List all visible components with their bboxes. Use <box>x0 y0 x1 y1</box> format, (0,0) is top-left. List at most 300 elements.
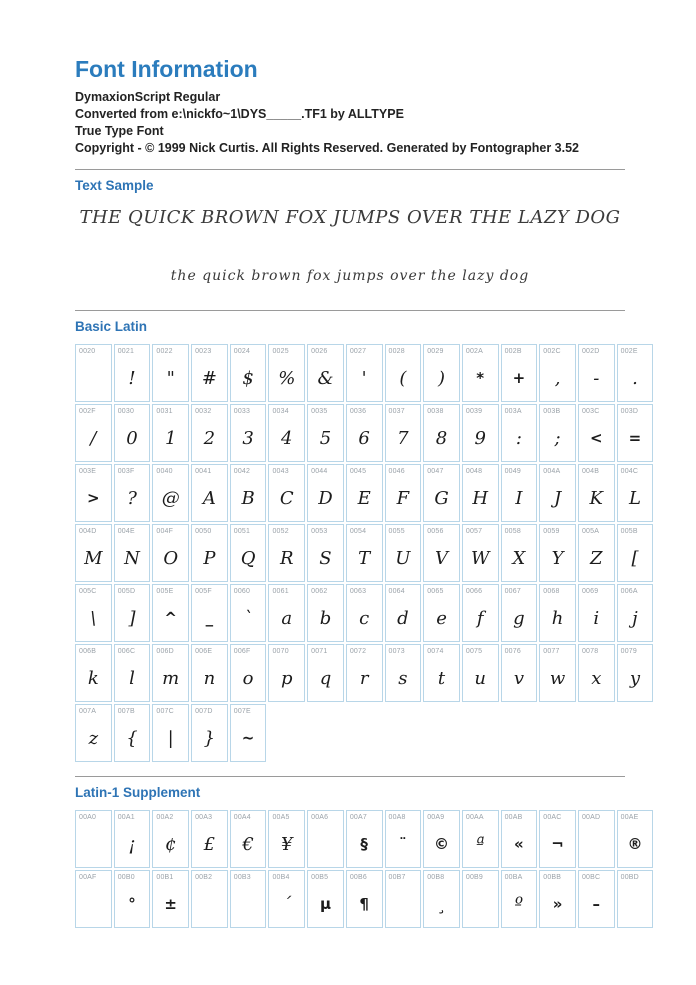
glyph-char: ° <box>128 895 136 913</box>
glyph-code-label: 004E <box>117 528 135 535</box>
glyph-cell-0065 <box>423 584 460 642</box>
glyph-cell-007E <box>230 704 267 762</box>
glyph-code-label: 007A <box>79 708 97 715</box>
glyph-cell-007A <box>75 704 112 762</box>
glyph-char: $ <box>242 367 254 389</box>
glyph-cell-00AB <box>501 810 538 868</box>
glyph-code-label: 00A0 <box>79 814 97 821</box>
glyph-cell-00A2 <box>152 810 189 868</box>
glyph-char: L <box>628 487 641 509</box>
glyph-code-label: 004F <box>156 528 174 535</box>
glyph-cell-002C <box>539 344 576 402</box>
glyph-char: Z <box>590 547 603 569</box>
glyph-char: ] <box>128 607 136 629</box>
glyph-cell-00A0 <box>75 810 112 868</box>
glyph-code-label: 005C <box>79 588 97 595</box>
glyph-cell-0038 <box>423 404 460 462</box>
glyph-char: 5 <box>319 427 332 449</box>
glyph-cell-00B0 <box>114 870 151 928</box>
glyph-char: 0 <box>126 427 138 449</box>
glyph-cell-005F <box>191 584 228 642</box>
glyph-char: 4 <box>281 427 293 449</box>
glyph-char: / <box>90 427 97 449</box>
glyph-char: ' <box>361 367 367 389</box>
glyph-code-label: 0033 <box>233 408 251 415</box>
glyph-code-label: 0043 <box>272 468 289 475</box>
glyph-char <box>76 825 111 863</box>
glyph-table-row <box>75 464 641 522</box>
glyph-cell-0064 <box>385 584 422 642</box>
glyph-char: n <box>203 667 216 689</box>
glyph-cell-0046 <box>385 464 422 522</box>
glyph-cell-00AF <box>75 870 112 928</box>
glyph-char: , <box>554 367 561 389</box>
glyph-char <box>386 885 421 923</box>
glyph-cell-0037 <box>385 404 422 462</box>
glyph-char: O <box>163 547 179 569</box>
glyph-code-label: 00A9 <box>427 814 445 821</box>
glyph-char: | <box>167 727 174 749</box>
glyph-char <box>463 885 498 923</box>
basic-latin-glyph-table <box>75 344 642 762</box>
glyph-code-label: 00A6 <box>311 814 329 821</box>
glyph-code-label: 00BD <box>620 874 639 881</box>
glyph-code-label: 0034 <box>272 408 289 415</box>
glyph-char: M <box>84 547 103 569</box>
glyph-code-label: 00BA <box>504 874 523 881</box>
glyph-cell-00BC <box>578 870 615 928</box>
glyph-code-label: 0042 <box>233 468 251 475</box>
glyph-code-label: 0024 <box>233 348 251 355</box>
glyph-cell-006D <box>152 644 189 702</box>
glyph-cell-00A3 <box>191 810 228 868</box>
glyph-code-label: 0063 <box>349 588 367 595</box>
glyph-code-label: 0030 <box>117 408 135 415</box>
glyph-char: _ <box>205 609 214 627</box>
glyph-table-row <box>75 644 641 702</box>
glyph-char: » <box>552 895 563 913</box>
glyph-code-label: 0029 <box>427 348 444 355</box>
glyph-char: Q <box>240 547 256 569</box>
glyph-char: % <box>278 367 296 389</box>
glyph-char: B <box>241 487 255 509</box>
glyph-cell-0041 <box>191 464 228 522</box>
glyph-cell-00B3 <box>230 870 267 928</box>
glyph-char: ® <box>627 835 643 853</box>
glyph-cell-004B <box>578 464 615 522</box>
glyph-char: N <box>124 547 140 569</box>
glyph-cell-0070 <box>268 644 305 702</box>
glyph-char <box>192 885 227 923</box>
glyph-char: a <box>281 607 293 629</box>
glyph-cell-0047 <box>423 464 460 522</box>
glyph-code-label: 0023 <box>195 348 212 355</box>
glyph-cell-00B8 <box>423 870 460 928</box>
glyph-char: < <box>589 429 603 447</box>
glyph-code-label: 0052 <box>272 528 289 535</box>
glyph-code-label: 00B8 <box>427 874 445 881</box>
glyph-cell-004F <box>152 524 189 582</box>
glyph-char: & <box>317 367 334 389</box>
glyph-char: w <box>549 667 566 689</box>
glyph-cell-0052 <box>268 524 305 582</box>
glyph-char: m <box>162 667 180 689</box>
glyph-char: 2 <box>203 427 216 449</box>
glyph-code-label: 00AA <box>465 814 484 821</box>
glyph-char: } <box>203 727 216 749</box>
glyph-cell-003F <box>114 464 151 522</box>
glyph-cell-00BA <box>501 870 538 928</box>
glyph-code-label: 007D <box>195 708 213 715</box>
glyph-code-label: 0036 <box>349 408 367 415</box>
glyph-char: = <box>628 429 642 447</box>
glyph-code-label: 004C <box>620 468 639 475</box>
glyph-cell-002D <box>578 344 615 402</box>
glyph-cell-0033 <box>230 404 267 462</box>
glyph-cell-00B6 <box>346 870 383 928</box>
glyph-char: ) <box>438 367 446 389</box>
glyph-code-label: 0062 <box>311 588 328 595</box>
glyph-char <box>579 825 614 863</box>
glyph-char: ± <box>164 895 177 913</box>
glyph-code-label: 004A <box>543 468 561 475</box>
glyph-char: A <box>202 487 216 509</box>
glyph-code-label: 0074 <box>427 648 444 655</box>
glyph-code-label: 00B7 <box>388 874 406 881</box>
glyph-cell-00A8 <box>385 810 422 868</box>
glyph-code-label: 0073 <box>388 648 405 655</box>
glyph-cell-00B2 <box>191 870 228 928</box>
glyph-char: € <box>242 833 254 855</box>
glyph-code-label: 00BB <box>543 874 562 881</box>
glyph-char: { <box>126 727 138 749</box>
glyph-code-label: 0047 <box>427 468 444 475</box>
glyph-char: i <box>593 607 600 629</box>
glyph-code-label: 0064 <box>388 588 405 595</box>
glyph-char: \ <box>90 607 97 629</box>
glyph-code-label: 003E <box>79 468 97 475</box>
glyph-cell-005A <box>578 524 615 582</box>
glyph-cell-00BD <box>617 870 654 928</box>
glyph-cell-0050 <box>191 524 228 582</box>
glyph-code-label: 006E <box>195 648 213 655</box>
converted-from-line: Converted from e:\nickfo~1\DYS_____.TF1 by ALLTYPE <box>75 107 404 121</box>
glyph-char: ¨ <box>399 835 407 853</box>
glyph-code-label: 0038 <box>427 408 444 415</box>
glyph-code-label: 0040 <box>156 468 173 475</box>
glyph-table-row <box>75 404 642 462</box>
glyph-code-label: 00AF <box>79 874 97 881</box>
glyph-code-label: 0058 <box>504 528 521 535</box>
glyph-char: - <box>593 367 600 389</box>
glyph-code-label: 00B1 <box>156 874 174 881</box>
glyph-char: s <box>398 667 408 689</box>
glyph-char: + <box>512 369 526 387</box>
glyph-char: R <box>280 547 294 569</box>
glyph-char <box>618 885 653 923</box>
glyph-cell-0053 <box>307 524 344 582</box>
glyph-char: ¡ <box>128 833 136 855</box>
glyph-code-label: 0069 <box>581 588 599 595</box>
glyph-cell-007B <box>114 704 151 762</box>
glyph-cell-0021 <box>114 344 151 402</box>
copyright-line: Copyright - © 1999 Nick Curtis. All Rights Reserved. Generated by Fontographer 3.52 <box>75 141 580 155</box>
glyph-code-label: 005A <box>581 528 600 535</box>
glyph-code-label: 005B <box>620 528 638 535</box>
glyph-code-label: 002C <box>543 348 561 355</box>
glyph-code-label: 0037 <box>388 408 405 415</box>
glyph-char: – <box>592 895 601 913</box>
glyph-code-label: 0056 <box>427 528 444 535</box>
glyph-code-label: 0049 <box>504 468 521 475</box>
glyph-cell-00A4 <box>230 810 267 868</box>
glyph-cell-004A <box>539 464 576 522</box>
glyph-code-label: 00A1 <box>117 814 135 821</box>
glyph-char: l <box>129 667 135 689</box>
glyph-code-label: 0021 <box>117 348 135 355</box>
glyph-cell-0029 <box>423 344 460 402</box>
glyph-char: ¸ <box>437 893 447 915</box>
font-name-line: DymaxionScript Regular <box>75 90 221 104</box>
glyph-cell-006F <box>230 644 267 702</box>
glyph-char: 1 <box>164 427 177 449</box>
glyph-char: ¥ <box>281 833 293 855</box>
glyph-char: H <box>472 487 489 509</box>
glyph-cell-003B <box>539 404 576 462</box>
glyph-cell-004D <box>75 524 112 582</box>
glyph-cell-0068 <box>539 584 576 642</box>
glyph-char: t <box>437 667 446 689</box>
glyph-cell-0078 <box>578 644 615 702</box>
glyph-cell-0025 <box>268 344 305 402</box>
glyph-char: 7 <box>397 427 409 449</box>
glyph-cell-0023 <box>191 344 228 402</box>
glyph-code-label: 0046 <box>388 468 405 475</box>
glyph-code-label: 006B <box>79 648 97 655</box>
glyph-char: C <box>279 487 294 509</box>
glyph-char: 6 <box>358 427 370 449</box>
glyph-code-label: 0051 <box>233 528 251 535</box>
glyph-char: j <box>632 607 638 629</box>
glyph-char: £ <box>203 833 216 855</box>
glyph-code-label: 00B3 <box>233 874 251 881</box>
glyph-char: ¢ <box>164 833 177 855</box>
glyph-char: u <box>474 667 487 689</box>
glyph-cell-0066 <box>462 584 499 642</box>
glyph-char: W <box>470 547 490 569</box>
glyph-cell-0042 <box>230 464 267 522</box>
glyph-code-label: 002A <box>465 348 484 355</box>
glyph-char: 8 <box>435 427 448 449</box>
glyph-char <box>76 885 111 923</box>
glyph-code-label: 0055 <box>388 528 405 535</box>
glyph-char: ´ <box>282 893 292 915</box>
glyph-code-label: 00B5 <box>311 874 329 881</box>
glyph-code-label: 0068 <box>543 588 560 595</box>
glyph-cell-0032 <box>191 404 228 462</box>
glyph-code-label: 0045 <box>349 468 367 475</box>
glyph-code-label: 0031 <box>156 408 173 415</box>
glyph-cell-0036 <box>346 404 383 462</box>
glyph-cell-005D <box>114 584 151 642</box>
glyph-char: 9 <box>474 427 486 449</box>
glyph-cell-002E <box>617 344 654 402</box>
glyph-char: © <box>434 835 450 853</box>
glyph-cell-0060 <box>230 584 267 642</box>
glyph-char: 3 <box>242 427 254 449</box>
glyph-code-label: 0050 <box>195 528 212 535</box>
glyph-code-label: 0077 <box>543 648 560 655</box>
glyph-code-label: 00B2 <box>195 874 213 881</box>
glyph-cell-002B <box>501 344 538 402</box>
glyph-char: µ <box>319 895 331 913</box>
glyph-table-row <box>75 704 625 762</box>
glyph-code-label: 002F <box>79 408 96 415</box>
glyph-code-label: 0054 <box>349 528 367 535</box>
glyph-cell-0039 <box>462 404 499 462</box>
glyph-cell-00A6 <box>307 810 344 868</box>
glyph-code-label: 007B <box>117 708 135 715</box>
glyph-cell-0069 <box>578 584 615 642</box>
glyph-cell-00A7 <box>346 810 383 868</box>
glyph-cell-00B5 <box>307 870 344 928</box>
glyph-cell-0049 <box>501 464 538 522</box>
glyph-code-label: 0026 <box>311 348 328 355</box>
glyph-char: p <box>281 667 293 689</box>
glyph-cell-00A1 <box>114 810 151 868</box>
glyph-cell-0035 <box>307 404 344 462</box>
glyph-code-label: 0020 <box>79 348 96 355</box>
glyph-cell-0055 <box>385 524 422 582</box>
glyph-cell-0056 <box>423 524 460 582</box>
glyph-cell-0040 <box>152 464 189 522</box>
glyph-char: [ <box>631 547 639 569</box>
glyph-cell-007C <box>152 704 189 762</box>
glyph-code-label: 00B4 <box>272 874 290 881</box>
glyph-char: ` <box>243 607 253 629</box>
uppercase-text-sample: THE QUICK BROWN FOX JUMPS OVER THE LAZY DOG <box>79 207 621 228</box>
glyph-cell-0057 <box>462 524 499 582</box>
glyph-char: Y <box>551 547 564 569</box>
glyph-cell-0054 <box>346 524 383 582</box>
glyph-code-label: 0048 <box>465 468 483 475</box>
glyph-char: d <box>397 607 409 629</box>
glyph-char: ! <box>128 367 136 389</box>
glyph-code-label: 003F <box>117 468 135 475</box>
glyph-code-label: 0057 <box>465 528 483 535</box>
glyph-cell-004E <box>114 524 151 582</box>
glyph-code-label: 0044 <box>311 468 328 475</box>
glyph-code-label: 0028 <box>388 348 405 355</box>
glyph-char: F <box>396 487 410 509</box>
glyph-code-label: 0025 <box>272 348 289 355</box>
glyph-code-label: 0061 <box>272 588 289 595</box>
glyph-code-label: 004B <box>581 468 600 475</box>
glyph-char: K <box>589 487 603 509</box>
glyph-char: o <box>242 667 254 689</box>
glyph-char: . <box>632 367 638 389</box>
glyph-cell-0061 <box>268 584 305 642</box>
glyph-cell-0059 <box>539 524 576 582</box>
glyph-code-label: 004D <box>79 528 97 535</box>
glyph-cell-0027 <box>346 344 383 402</box>
glyph-cell-0075 <box>462 644 499 702</box>
glyph-code-label: 002B <box>504 348 522 355</box>
glyph-cell-006C <box>114 644 151 702</box>
glyph-table-row <box>75 870 639 928</box>
glyph-char: ¶ <box>359 895 369 913</box>
glyph-code-label: 00A8 <box>388 814 406 821</box>
glyph-code-label: 0060 <box>233 588 251 595</box>
glyph-code-label: 0067 <box>504 588 521 595</box>
glyph-cell-00BB <box>539 870 576 928</box>
lowercase-text-sample: the quick brown fox jumps over the lazy dog <box>170 268 530 284</box>
glyph-code-label: 003B <box>543 408 561 415</box>
glyph-cell-0031 <box>152 404 189 462</box>
glyph-char: ^ <box>164 609 177 627</box>
glyph-cell-0073 <box>385 644 422 702</box>
glyph-cell-006B <box>75 644 112 702</box>
glyph-cell-0026 <box>307 344 344 402</box>
glyph-code-label: 0075 <box>465 648 483 655</box>
glyph-cell-00A5 <box>268 810 305 868</box>
glyph-cell-0045 <box>346 464 383 522</box>
glyph-cell-0020 <box>75 344 112 402</box>
glyph-code-label: 003A <box>504 408 522 415</box>
glyph-code-label: 007E <box>233 708 251 715</box>
glyph-char: E <box>357 487 371 509</box>
glyph-code-label: 0079 <box>620 648 637 655</box>
glyph-cell-0058 <box>501 524 538 582</box>
glyph-cell-00AA <box>462 810 499 868</box>
glyph-code-label: 006A <box>620 588 638 595</box>
glyph-code-label: 00A4 <box>233 814 251 821</box>
glyph-code-label: 00B6 <box>349 874 367 881</box>
glyph-code-label: 00A7 <box>349 814 367 821</box>
glyph-cell-0076 <box>501 644 538 702</box>
glyph-char: G <box>434 487 449 509</box>
glyph-code-label: 00A3 <box>195 814 213 821</box>
glyph-char: ª <box>475 833 485 855</box>
glyph-char: q <box>319 667 332 689</box>
glyph-cell-0071 <box>307 644 344 702</box>
glyph-cell-007D <box>191 704 228 762</box>
glyph-code-label: 0065 <box>427 588 444 595</box>
glyph-code-label: 005E <box>156 588 174 595</box>
glyph-char: c <box>359 607 370 629</box>
glyph-char: * <box>476 369 485 387</box>
glyph-cell-0030 <box>114 404 151 462</box>
glyph-cell-005C <box>75 584 112 642</box>
glyph-code-label: 0072 <box>349 648 367 655</box>
latin1-supplement-heading: Latin-1 Supplement <box>75 785 201 800</box>
glyph-cell-00AC <box>539 810 576 868</box>
glyph-code-label: 00B0 <box>117 874 135 881</box>
glyph-cell-0034 <box>268 404 305 462</box>
glyph-char: I <box>515 487 523 509</box>
glyph-char: ? <box>127 487 137 509</box>
glyph-char: # <box>201 367 217 389</box>
glyph-char: S <box>319 547 332 569</box>
glyph-char: V <box>435 547 449 569</box>
glyph-char: b <box>319 607 332 629</box>
glyph-table-row <box>75 344 638 402</box>
glyph-char: ; <box>554 427 561 449</box>
glyph-cell-006A <box>617 584 654 642</box>
glyph-cell-0077 <box>539 644 576 702</box>
glyph-char: k <box>87 667 99 689</box>
glyph-code-label: 007C <box>156 708 174 715</box>
